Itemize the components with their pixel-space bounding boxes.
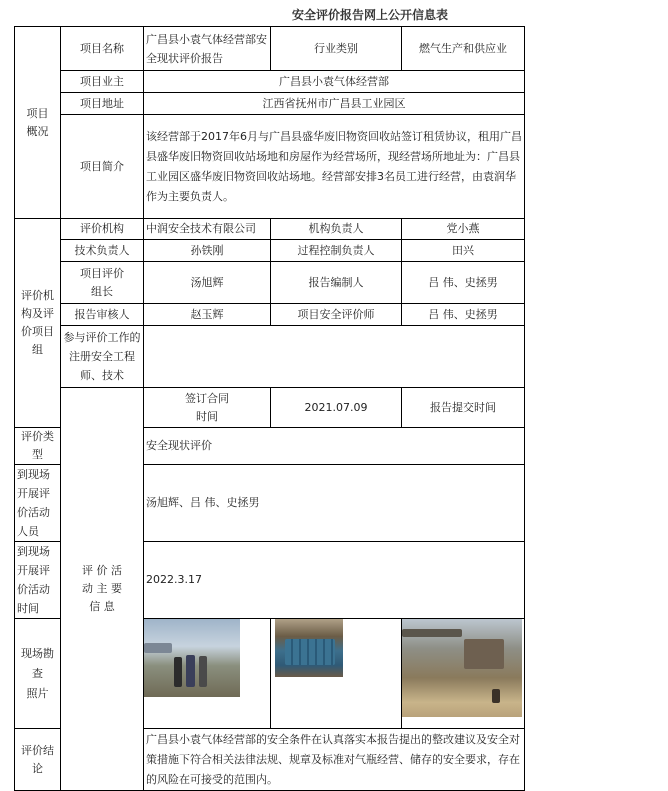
table-row [15,388,525,428]
photo-cell-1 [144,619,271,729]
team-leader-value: 汤旭辉 [144,262,271,304]
table-row [15,71,525,93]
engineers-label: 参与评价工作的注册安全工程师、技术 [61,326,144,388]
table-row [15,262,525,304]
type-label: 评价类型 [15,428,61,465]
table-row [15,304,525,326]
project-name-value: 广昌县小袁气体经营部安全现状评价报告 [144,27,271,71]
type-value: 安全现状评价 [144,428,525,465]
submit-date-label: 报告提交时间 [402,388,525,428]
owner-label: 项目业主 [61,71,144,93]
site-time-value: 2022.3.17 [144,542,525,619]
contract-date-value: 2021.07.09 [271,388,402,428]
address-value: 江西省抚州市广昌县工业园区 [144,93,525,115]
assessor-value: 吕 伟、史拯男 [402,304,525,326]
agency-head-label: 机构负责人 [271,219,402,240]
address-label: 项目地址 [61,93,144,115]
tech-head-value: 孙铁刚 [144,240,271,262]
process-head-label: 过程控制负责人 [271,240,402,262]
contract-date-label: 签订合同 时间 [144,388,271,428]
report-author-value: 吕 伟、史拯男 [402,262,525,304]
conclusion-value: 广昌县小袁气体经营部的安全条件在认真落实本报告提出的整改建议及安全对策措施下符合相关法律法规、规章及标准对气瓶经营、储存的安全要求，存在的风险在可接受的范围内。 [144,729,525,791]
section-activity-info: 评 价 活 动 主 要 信 息 [61,388,144,791]
reviewer-label: 报告审核人 [61,304,144,326]
owner-value: 广昌县小袁气体经营部 [144,71,525,93]
engineers-value [144,326,525,388]
agency-value: 中润安全技术有限公司 [144,219,271,240]
site-photo-1 [144,619,240,697]
tech-head-label: 技术负责人 [61,240,144,262]
site-photo-2 [275,619,343,677]
table-row [15,93,525,115]
project-name-label: 项目名称 [61,27,144,71]
industry-value: 燃气生产和供应业 [402,27,525,71]
intro-value: 该经营部于2017年6月与广昌县盛华废旧物资回收站签订租赁协议，租用广昌县盛华废旧物资回收站场地和房屋作为经营场所，现经营场所地址为：广昌县工业园区盛华废旧物资回收站场地。经营部安排3名员工进行经营，由袁润华作为主要负责人。 [144,115,525,219]
section-project-overview: 项目 概况 [15,27,61,219]
intro-label: 项目简介 [61,115,144,219]
reviewer-value: 赵玉辉 [144,304,271,326]
team-leader-label: 项目评价 组长 [61,262,144,304]
agency-head-value: 党小燕 [402,219,525,240]
site-time-label: 到现场开展评价活动时间 [15,542,61,619]
photo-cell-2 [271,619,402,729]
photo-cell-3 [402,619,525,729]
table-row [15,27,525,71]
table-row [15,115,525,219]
page-title: 安全评价报告网上公开信息表 [291,8,448,22]
assessor-label: 项目安全评价师 [271,304,402,326]
section-assessment-org: 评价机 构及评 价项目 组 [15,219,61,428]
photos-label: 现场勘查 照片 [15,619,61,729]
table-row [15,326,525,388]
conclusion-label: 评价结论 [15,729,61,791]
site-staff-value: 汤旭辉、吕 伟、史拯男 [144,465,525,542]
process-head-value: 田兴 [402,240,525,262]
site-staff-label: 到现场开展评价活动人员 [15,465,61,542]
report-author-label: 报告编制人 [271,262,402,304]
industry-label: 行业类别 [271,27,402,71]
site-photo-3 [402,619,522,717]
table-row [15,219,525,240]
table-row [15,240,525,262]
agency-label: 评价机构 [61,219,144,240]
disclosure-table [14,26,525,791]
